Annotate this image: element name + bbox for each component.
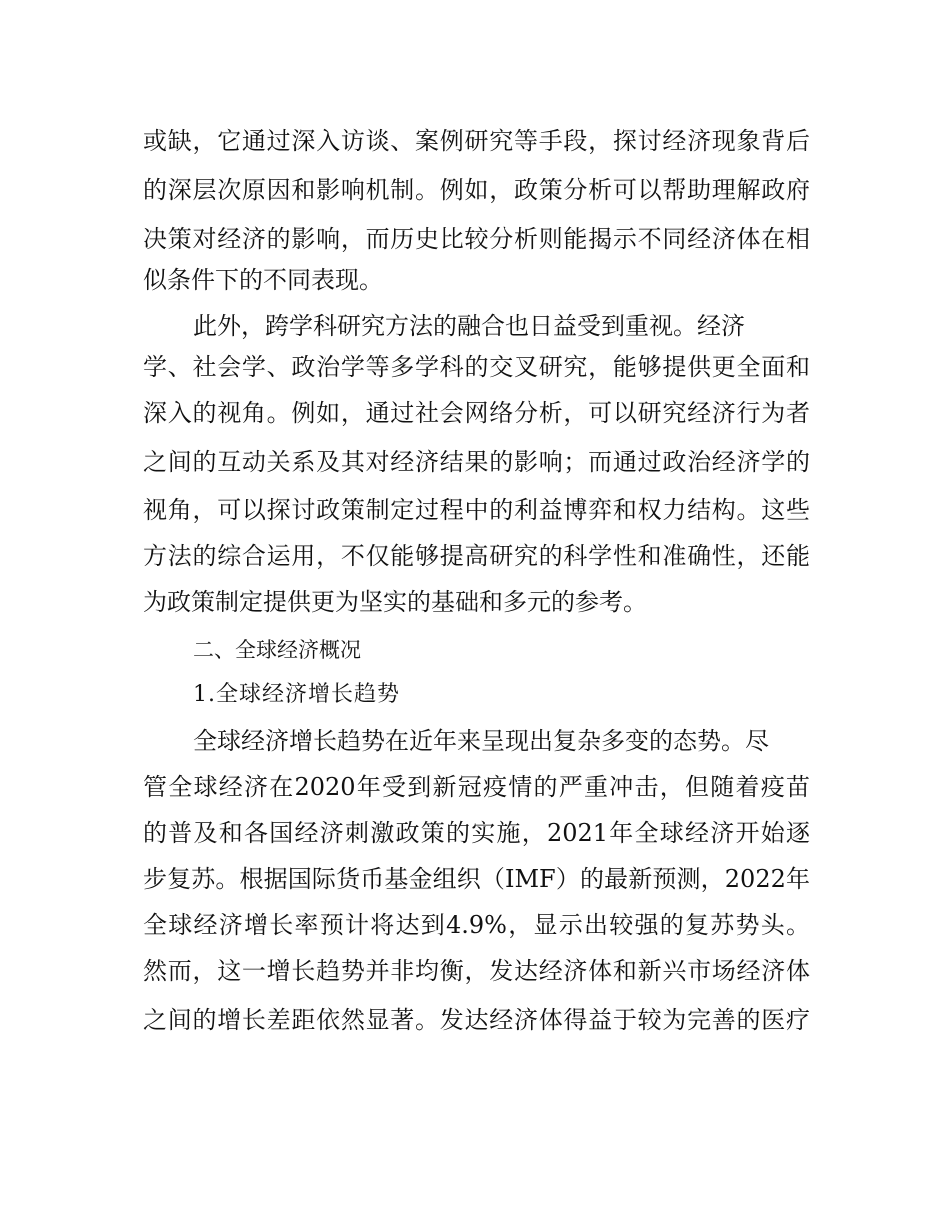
text-line: 深入的视角。例如，通过社会网络分析，可以研究经济行为者 [143, 399, 810, 427]
text-line: 全球经济增长率预计将达到4.9%，显示出较强的复苏势头。 [143, 911, 810, 939]
text-line: 之间的增长差距依然显著。发达经济体得益于较为完善的医疗 [143, 1006, 810, 1034]
text-line: 或缺，它通过深入访谈、案例研究等手段，探讨经济现象背后 [143, 127, 810, 155]
section-heading: 二、全球经济概况 [193, 638, 361, 662]
text-line: 之间的互动关系及其对经济结果的影响；而通过政治经济学的 [143, 448, 810, 476]
text-line: 步复苏。根据国际货币基金组织（IMF）的最新预测，2022年 [143, 865, 810, 893]
subsection-heading: 1.全球经济增长趋势 [193, 682, 400, 707]
text-line: 方法的综合运用，不仅能够提高研究的科学性和准确性，还能 [143, 542, 810, 570]
text-line: 决策对经济的影响，而历史比较分析则能揭示不同经济体在相 [143, 225, 810, 253]
text-line: 为政策制定提供更为坚实的基础和多元的参考。 [143, 588, 647, 616]
text-line: 然而，这一增长趋势并非均衡，发达经济体和新兴市场经济体 [143, 957, 810, 985]
text-line: 学、社会学、政治学等多学科的交叉研究，能够提供更全面和 [143, 353, 810, 381]
text-line: 全球经济增长趋势在近年来呈现出复杂多变的态势。尽 [193, 727, 769, 755]
text-line: 视角，可以探讨政策制定过程中的利益博弈和权力结构。这些 [143, 496, 810, 524]
text-line: 的普及和各国经济刺激政策的实施，2021年全球经济开始逐 [143, 819, 810, 847]
text-line: 此外，跨学科研究方法的融合也日益受到重视。经济 [193, 312, 745, 340]
text-line: 似条件下的不同表现。 [143, 266, 383, 294]
text-line: 管全球经济在2020年受到新冠疫情的严重冲击，但随着疫苗 [143, 773, 810, 801]
text-line: 的深层次原因和影响机制。例如，政策分析可以帮助理解政府 [143, 176, 810, 204]
